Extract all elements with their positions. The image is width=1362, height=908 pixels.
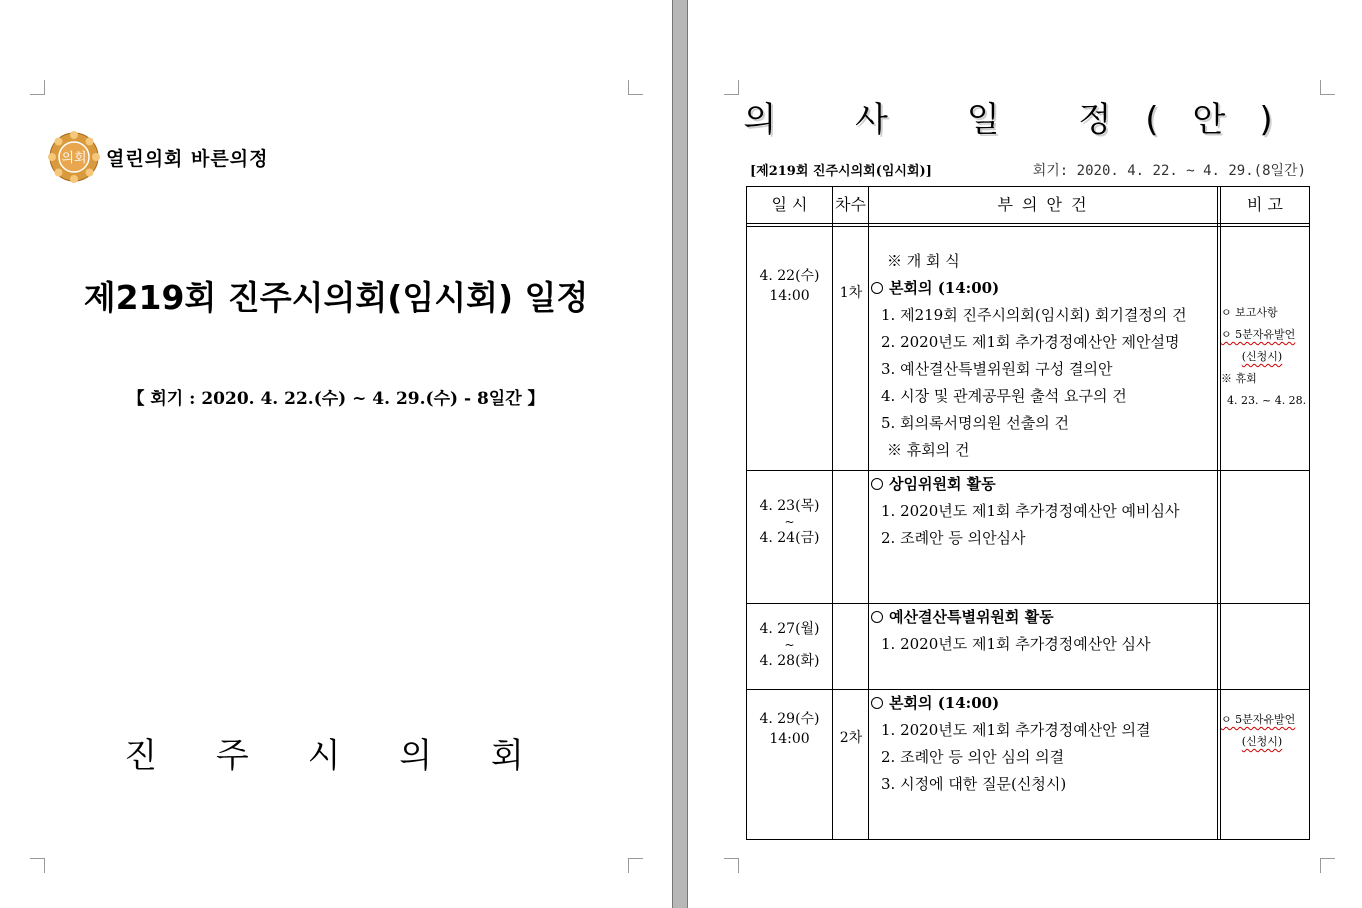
remark-line: ㅇ 5분자유발언 (1221, 713, 1296, 726)
header-items: 부 의 안 건 (997, 195, 1089, 214)
row-date (747, 266, 832, 306)
crop-mark (628, 858, 643, 873)
remark-line: ㅇ 보고사항 (1221, 306, 1278, 319)
agenda-item: 2. 2020년도 제1회 추가경정예산안 제안설명 (881, 333, 1180, 351)
circle-bullet-icon (871, 282, 883, 294)
agenda-item: 2. 조례안 등 의안 심의 의결 (881, 748, 1065, 766)
header-remarks: 비 고 (1247, 195, 1283, 214)
agenda-title: 의 사 일 정(안) (743, 100, 1307, 140)
row-date (747, 496, 832, 548)
crop-mark (628, 80, 643, 95)
session-period: 【 회기 : 2020. 4. 22.(수) ~ 4. 29.(수) - 8일간 】 (127, 389, 545, 409)
agenda-table (746, 186, 1310, 840)
document-title: 제219회 진주시의회(임시회) 일정 (83, 278, 589, 317)
circle-bullet-icon (871, 478, 883, 490)
council-name: 진 주 시 의 회 (124, 736, 548, 776)
remark-line: (신청시) (1241, 350, 1283, 363)
row-order: 2차 (839, 730, 863, 746)
section-heading: 본회의 (14:00) (871, 275, 1215, 302)
row-remarks (1221, 709, 1309, 753)
remark-line: (신청시) (1241, 735, 1283, 748)
crop-mark (30, 80, 45, 95)
crop-mark (724, 858, 739, 873)
date-line: 4. 27(월) (759, 621, 820, 637)
section-heading: 예산결산특별위원회 활동 (871, 604, 1215, 631)
remark-line: ※ 휴회 (1221, 372, 1257, 385)
date-line: 4. 22(수) (759, 268, 820, 284)
agenda-item: 1. 2020년도 제1회 추가경정예산안 의결 (881, 721, 1151, 739)
date-line: 4. 28(화) (759, 653, 820, 669)
circle-bullet-icon (871, 697, 883, 709)
council-emblem-icon (48, 131, 100, 183)
session-label: [제219회 진주시의회(임시회)] (750, 164, 932, 179)
row-order: 1차 (839, 285, 863, 301)
row-items (871, 604, 1215, 658)
row-date (747, 619, 832, 671)
agenda-item: 4. 시장 및 관계공무원 출석 요구의 건 (881, 387, 1127, 405)
agenda-item: 3. 시정에 대한 질문(신청시) (881, 775, 1067, 793)
header-date: 일 시 (771, 195, 808, 214)
section-heading: 본회의 (14:00) (871, 690, 1215, 717)
agenda-item: 1. 제219회 진주시의회(임시회) 회기결정의 건 (881, 306, 1187, 324)
agenda-item: 1. 2020년도 제1회 추가경정예산안 예비심사 (881, 502, 1180, 520)
remark-line: ㅇ 5분자유발언 (1221, 328, 1296, 341)
period-label: 회기: 2020. 4. 22. ~ 4. 29.(8일간) (1032, 163, 1306, 179)
page-gap (672, 0, 688, 908)
row-remarks (1221, 302, 1309, 412)
row-date (747, 709, 832, 749)
section-heading: 상임위원회 활동 (871, 471, 1215, 498)
date-line: ~ (784, 515, 795, 529)
agenda-item: 5. 회의록서명의원 선출의 건 (881, 414, 1070, 432)
agenda-item: 1. 2020년도 제1회 추가경정예산안 심사 (881, 635, 1151, 653)
date-line: 4. 23(목) (759, 498, 820, 514)
agenda-page (688, 0, 1362, 908)
crop-mark (30, 858, 45, 873)
date-line: 4. 24(금) (759, 530, 820, 546)
remark-line: 4. 23. ~ 4. 28. (1227, 394, 1307, 407)
row-items (871, 248, 1215, 464)
row-items (871, 471, 1215, 552)
date-line: 14:00 (769, 288, 810, 304)
note-line: ※ 개 회 식 (887, 252, 960, 270)
header-order: 차수 (835, 195, 866, 214)
motto: 열린의회 바른의정 (106, 148, 269, 170)
date-line: 4. 29(수) (759, 711, 820, 727)
crop-mark (1320, 858, 1335, 873)
agenda-item: 2. 조례안 등 의안심사 (881, 529, 1026, 547)
emblem-label: 의회 (61, 151, 87, 166)
date-line: 14:00 (769, 731, 810, 747)
note-line: ※ 휴회의 건 (887, 441, 970, 459)
date-line: ~ (784, 638, 795, 652)
circle-bullet-icon (871, 611, 883, 623)
cover-page (0, 0, 672, 908)
agenda-item: 3. 예산결산특별위원회 구성 결의안 (881, 360, 1113, 378)
row-items (871, 690, 1215, 798)
col-divider (1217, 187, 1218, 839)
